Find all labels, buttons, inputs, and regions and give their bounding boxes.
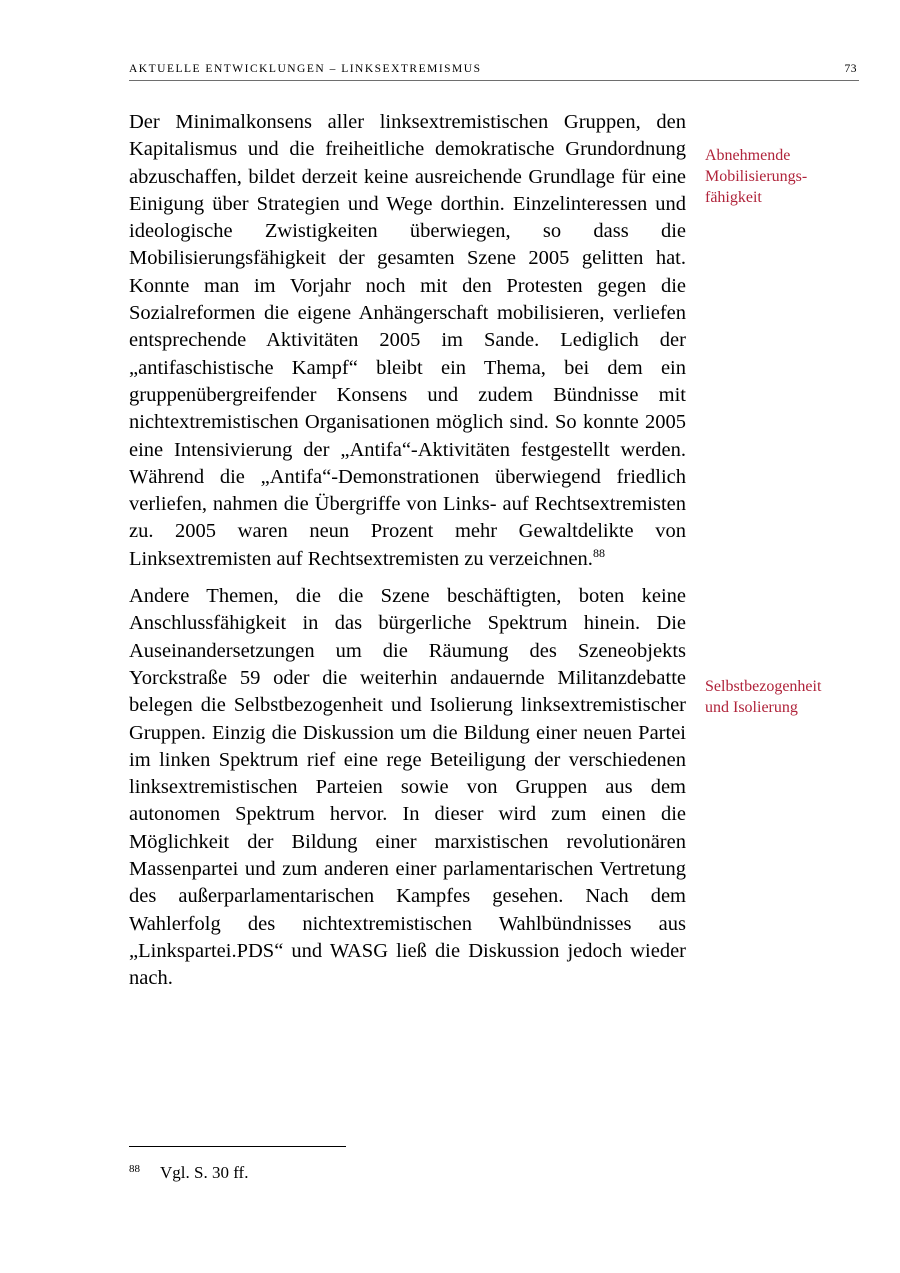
margin-note-line: Abnehmende <box>705 147 791 164</box>
footnote-reference[interactable]: 88 <box>592 545 605 560</box>
margin-note-line: fähigkeit <box>705 189 762 206</box>
margin-note-line: Selbstbezogenheit <box>705 678 822 695</box>
margin-note-line: Mobilisierungs- <box>705 168 808 185</box>
margin-note-mobilisierung <box>705 145 865 208</box>
margin-note-isolierung <box>705 676 865 718</box>
footnote-separator <box>129 1146 346 1147</box>
main-text <box>129 109 686 993</box>
footnote-number: 88 <box>129 1163 140 1175</box>
margin-note-line: und Isolierung <box>705 699 798 716</box>
footnote-text: Vgl. S. 30 ff. <box>160 1163 249 1182</box>
page-number: 73 <box>844 63 857 75</box>
paragraph <box>129 583 686 992</box>
paragraph <box>129 109 686 573</box>
footnote <box>129 1163 248 1183</box>
running-header <box>129 60 859 81</box>
paragraph-text: Der Minimalkonsens aller linksextremistischen Gruppen, den Kapitalismus und die freiheitliche demokratische Grundordnung abzuschaffen, bildet derzeit keine ausreichende Grundlage für eine Einigung über Strategien und Wege dorthin. Einzelinteressen und ideologische Zwistigkeiten überwiegen, so dass die Mobilisierungsfähigkeit der gesamten Szene 2005 gelitten hat. Konnte man im Vorjahr noch mit den Protesten gegen die Sozialreformen die eigene Anhängerschaft mobilisieren, verliefen entsprechende Aktivitäten 2005 im Sande. Lediglich der „antifaschistische Kampf“ bleibt ein Thema, bei dem ein gruppenübergreifender Konsens und zudem Bündnisse mit nichtextremistischen Organisationen möglich sind. So konnte 2005 eine Intensivierung der „Antifa“-Aktivitäten festgestellt werden. Während die „Antifa“-Demonstrationen überwiegend friedlich verliefen, nahmen die Übergriffe von Links- auf Rechtsextremisten zu. 2005 waren neun Prozent mehr Gewaltdelikte von Linksextremisten auf Rechtsextremisten zu verzeichnen. <box>129 111 686 570</box>
running-title: AKTUELLE ENTWICKLUNGEN – LINKSEXTREMISMUS <box>129 63 482 75</box>
paragraph-text: Andere Themen, die die Szene beschäftigten, boten keine Anschlussfähigkeit in das bürgerliche Spektrum hinein. Die Auseinandersetzungen um die Räumung des Szeneobjekts Yorckstraße 59 oder die weiterhin andauernde Militanzdebatte belegen die Selbstbezogenheit und Isolierung linksextremistischer Gruppen. Einzig die Diskussion um die Bildung einer neuen Partei im linken Spektrum rief eine rege Beteiligung der verschiedenen linksextremistischen Parteien sowie von Gruppen aus dem autonomen Spektrum hervor. In dieser wird zum einen die Möglichkeit der Bildung einer marxistischen revolutionären Massenpartei und zum anderen einer parlamentarischen Vertretung des außerparlamentarischen Kampfes gesehen. Nach dem Wahlerfolg des nichtextremistischen Wahlbündnisses aus „Linkspartei.PDS“ und WASG ließ die Diskussion jedoch wieder nach. <box>129 585 686 990</box>
